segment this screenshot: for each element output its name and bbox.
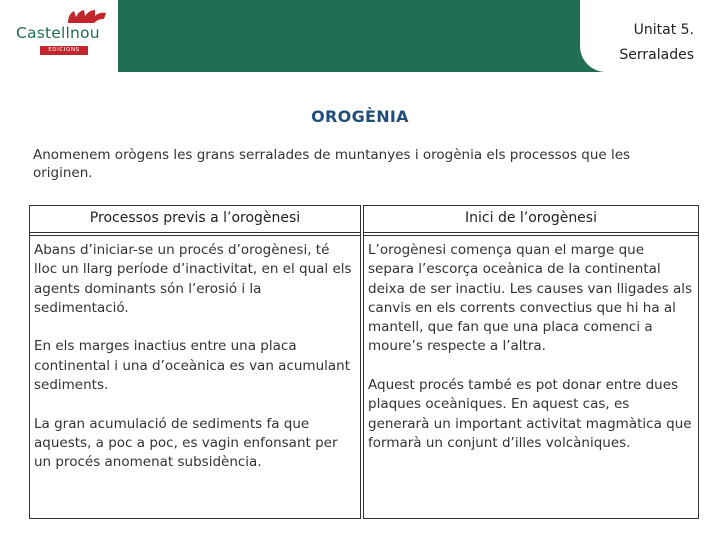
unit-label-box xyxy=(580,0,720,72)
header-bar xyxy=(0,0,720,72)
paragraph: Abans d’iniciar-se un procés d’orogènesi, té lloc un llarg període d’inactivitat, en el qual els agents dominants són l’erosió i la sedimentació. xyxy=(34,242,352,316)
page-title: OROGÈNIA xyxy=(311,107,409,126)
paragraph: En els marges inactius entre una placa continental i una d’oceànica es van acumulant sediments. xyxy=(34,338,351,394)
column-heading: Inici de l’orogènesi xyxy=(465,210,597,226)
paragraph: Aquest procés també es pot donar entre dues plaques oceàniques. En aquest cas, es generarà un important activitat magmàtica que formarà un conjunt d’illes volcàniques. xyxy=(368,377,692,451)
unit-title: Serralades xyxy=(619,47,694,63)
column-orogenesis-start xyxy=(363,205,699,519)
comparison-table xyxy=(29,205,699,519)
paragraph: La gran acumulació de sediments fa que aquests, a poc a poc, es vagin enfonsant per un procés anomenat subsidència. xyxy=(34,415,338,471)
paragraph: L’orogènesi comença quan el marge que separa l’escorça oceànica de la continental deixa de ser inactiu. Les causes van lligades als canvis en els corrents convectius que hi ha al mantell, que fan que una placa comenci a moure’s respecte a l’altra. xyxy=(368,242,692,355)
logo xyxy=(0,0,118,72)
logo-name: Castellnou xyxy=(16,24,100,42)
column-heading: Processos previs a l’orogènesi xyxy=(89,210,301,226)
column-body xyxy=(29,241,361,473)
column-previous-processes xyxy=(29,205,361,519)
intro-text: Anomenem orògens les grans serralades de muntanyes i orogènia els processos que les originen. xyxy=(33,147,631,181)
unit-number: Unitat 5. xyxy=(633,22,694,38)
logo-subtitle: EDICIONS xyxy=(40,46,88,55)
flag-icon xyxy=(66,7,110,25)
column-body xyxy=(363,241,699,453)
